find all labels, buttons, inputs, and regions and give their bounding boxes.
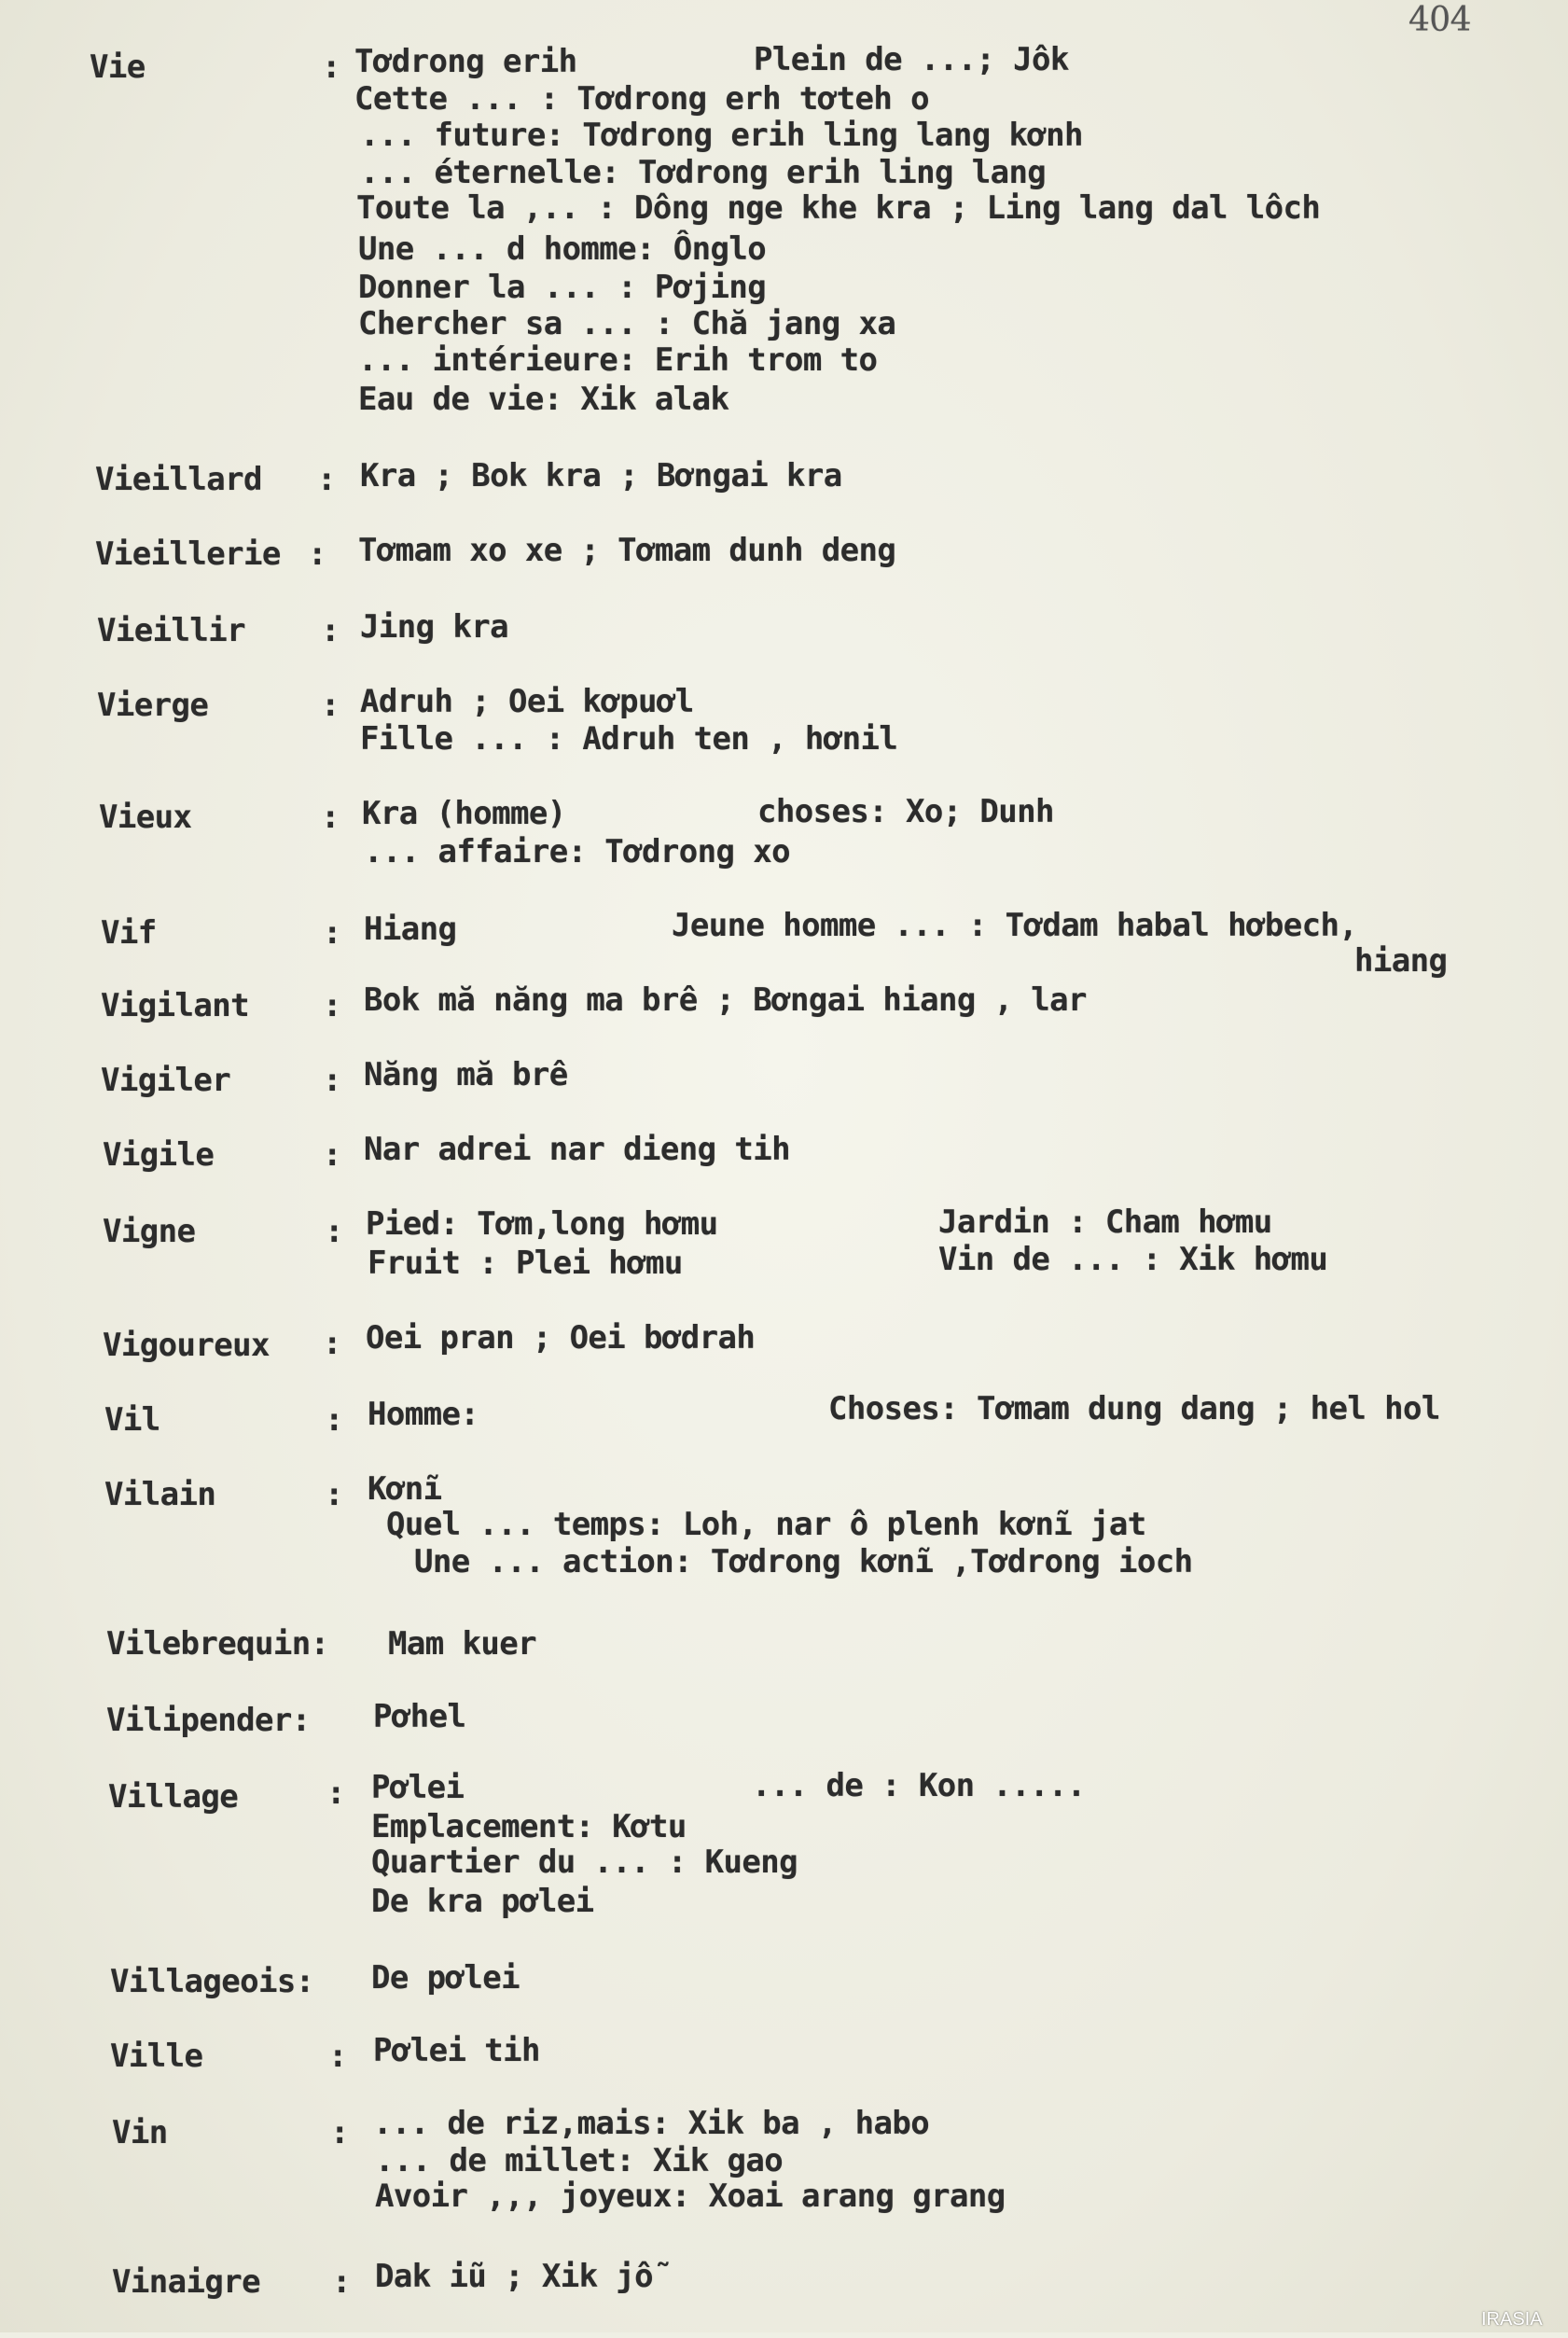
entry-colon: : [323, 987, 341, 1024]
headword: Ville [110, 2038, 203, 2075]
headword: Vigiler [101, 1062, 231, 1099]
definition-line: Kra ; Bok kra ; Bơngai kra [360, 457, 842, 494]
entry-colon: : [321, 612, 340, 649]
definition-line: Jardin : Cham hơmu [938, 1204, 1272, 1241]
headword: Vigile [103, 1136, 215, 1174]
entry-colon: : [317, 461, 336, 498]
definition-line: Vin de ... : Xik hơmu [938, 1241, 1328, 1278]
entry-colon: : [322, 49, 340, 86]
entry-colon: : [323, 1136, 341, 1174]
definition-line: Choses: Tơmam dung dang ; hel hol [828, 1390, 1440, 1427]
watermark: IRASIA [1481, 2309, 1543, 2330]
definition-line: ... de millet: Xik gao [375, 2142, 784, 2179]
definition-line: Năng mă brê [364, 1056, 568, 1093]
definition-line: Nar adrei nar dieng tih [364, 1131, 791, 1168]
definition-line: ... éternelle: Tơdrong erih ling lang [360, 154, 1047, 191]
headword: Vilain [104, 1476, 216, 1513]
definition-line: Adruh ; Oei kơpuơl [360, 683, 694, 720]
definition-line: Donner la ... : Pơjing [358, 269, 767, 306]
definition-line: Eau de vie: Xik alak [358, 381, 729, 418]
entry-colon: : [323, 1062, 341, 1099]
headword: Vieillard [95, 461, 262, 498]
definition-line: Jing kra [360, 608, 508, 646]
headword: Vilebrequin: [106, 1625, 329, 1663]
definition-line: Hiang [364, 911, 457, 948]
entry-colon: : [328, 2038, 347, 2075]
definition-line: Oei pran ; Oei bơdrah [366, 1319, 756, 1357]
headword: Vigoureux [103, 1327, 270, 1364]
definition-line: Mam kuer [388, 1625, 536, 1663]
definition-line: Emplacement: Kơtu [371, 1808, 687, 1845]
definition-line: Pơhel [373, 1698, 466, 1735]
definition-line: ... de riz,mais: Xik ba , habo [373, 2105, 930, 2142]
entry-colon: : [325, 1401, 343, 1439]
definition-line: Quartier du ... : Kueng [371, 1844, 798, 1881]
headword: Vieillir [97, 612, 245, 649]
entry-colon: : [325, 1476, 343, 1513]
definition-line: Pied: Tơm,long hơmu [366, 1205, 718, 1243]
headword: Vie [90, 49, 146, 86]
entry-colon: : [321, 687, 340, 724]
definition-line: Toute la ,.. : Dông nge khe kra ; Ling lang dal lôch [356, 189, 1321, 227]
definition-line: hiang [1354, 942, 1448, 980]
entry-colon: : [330, 2114, 349, 2151]
definition-line: Quel ... temps: Loh, nar ô plenh kơnĩ jat [386, 1506, 1146, 1543]
headword: Vilipender: [106, 1702, 311, 1739]
headword: Vil [104, 1401, 160, 1439]
headword: Vif [101, 914, 157, 952]
definition-line: Une ... d homme: Ônglo [358, 230, 767, 268]
headword: Village [108, 1778, 239, 1816]
definition-line: Avoir ,,, joyeux: Xoai arang grang [375, 2178, 1006, 2215]
entry-colon: : [321, 799, 340, 836]
definition-line: Fruit : Plei hơmu [368, 1245, 683, 1282]
headword: Vierge [97, 687, 209, 724]
definition-line: Kơnĩ [368, 1470, 442, 1508]
definition-line: Dak iũ ; Xik jỗ [375, 2258, 654, 2295]
definition-line: Kra (homme) [362, 795, 566, 832]
definition-line: Chercher sa ... : Chă jang xa [358, 305, 896, 342]
definition-line: Plein de ...; Jôk [754, 41, 1069, 78]
headword: Vieux [99, 799, 192, 836]
definition-line: Une ... action: Tơdrong kơnĩ ,Tơdrong ioch [414, 1543, 1193, 1580]
headword: Vigne [103, 1213, 196, 1250]
entry-colon: : [308, 536, 326, 573]
definition-line: Homme: [368, 1396, 479, 1433]
entry-colon: : [323, 1325, 341, 1362]
headword: Vieillerie [95, 536, 281, 573]
definition-line: Tơdrong erih [354, 43, 577, 80]
headword: Vinaigre [112, 2263, 260, 2301]
headword: Vin [112, 2114, 168, 2151]
definition-line: Fille ... : Adruh ten , hơnil [360, 720, 898, 758]
definition-line: ... affaire: Tơdrong xo [364, 833, 791, 870]
entry-colon: : [326, 1774, 345, 1812]
definition-line: De pơlei [371, 1959, 520, 1997]
entry-colon: : [325, 1213, 343, 1250]
page-number: 404 [1408, 1, 1471, 39]
definition-line: Pơlei [371, 1769, 465, 1806]
definition-line: Bok mă năng ma brê ; Bơngai hiang , lar [364, 981, 1087, 1019]
definition-line: De kra pơlei [371, 1883, 594, 1920]
definition-line: Pơlei tih [373, 2032, 540, 2069]
definition-line: Tơmam xo xe ; Tơmam dunh deng [358, 532, 896, 569]
definition-line: ... de : Kon ..... [752, 1767, 1086, 1804]
entry-colon: : [323, 914, 341, 952]
definition-line: Cette ... : Tơdrong erh tơteh o [354, 80, 929, 118]
definition-line: ... future: Tơdrong erih ling lang kơnh [360, 117, 1083, 154]
entry-colon: : [332, 2263, 351, 2301]
headword: Vigilant [101, 987, 249, 1024]
headword: Villageois: [110, 1963, 314, 2000]
definition-line: ... intérieure: Erih trom to [358, 341, 878, 379]
definition-line: Jeune homme ... : Tơdam habal hơbech, [672, 907, 1358, 944]
definition-line: choses: Xo; Dunh [757, 793, 1054, 830]
